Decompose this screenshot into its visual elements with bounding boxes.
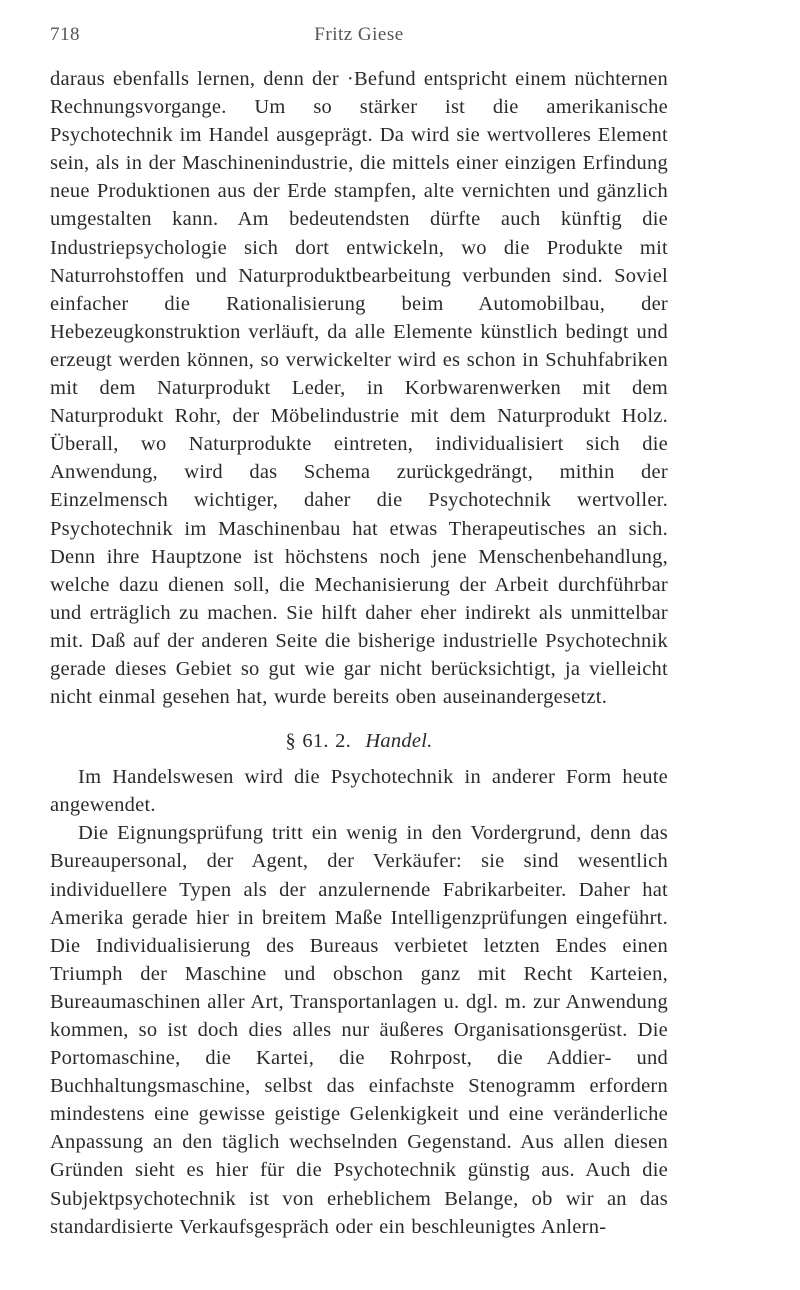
body-text <box>50 65 668 1241</box>
paragraph-continued: daraus ebenfalls lernen, denn der ·Befund entspricht einem nüchternen Rechnungsvorgange. Um so stärker ist die amerikanische Psychotechnik im Handel ausgeprägt. Da wird sie wertvolleres Element sein, als in der Maschinenindustrie, die mittels einer einzigen Erfindung neue Produktionen aus der Erde stampfen, alte vernichten und gänzlich umgestalten kann. Am bedeutendsten dürfte auch künftig die Industriepsychologie sich dort entwickeln, wo die Produkte mit Naturrohstoffen und Naturproduktbearbeitung verbunden sind. Soviel einfacher die Rationalisierung beim Automobilbau, der Hebezeugkonstruktion verläuft, da alle Elemente künstlich bedingt und erzeugt werden können, so verwickelter wird es schon in Schuhfabriken mit dem Naturprodukt Leder, in Korbwarenwerken mit dem Naturprodukt Rohr, der Möbelindustrie mit dem Naturprodukt Holz. Überall, wo Naturprodukte eintreten, individualisiert sich die Anwendung, wird das Schema zurückgedrängt, mithin der Einzelmensch wichtiger, daher die Psychotechnik wertvoller. Psychotechnik im Maschinenbau hat etwas Therapeutisches an sich. Denn ihre Hauptzone ist höchstens noch jene Menschenbehandlung, welche dazu dienen soll, die Mechanisierung der Arbeit durchführbar und erträglich zu machen. Sie hilft daher eher indirekt als unmittelbar mit. Daß auf der anderen Seite die bisherige industrielle Psychotechnik gerade dieses Gebiet so gut wie gar nicht berücksichtigt, ja vielleicht nicht einmal gesehen hat, wurde bereits oben auseinandergesetzt. <box>50 68 668 709</box>
page-number: 718 <box>50 24 80 45</box>
paragraph: Im Handelswesen wird die Psychotechnik in anderer Form heute angewendet. <box>50 766 668 817</box>
section-number: § 61. 2. <box>285 730 351 753</box>
section-title: Handel. <box>365 730 433 753</box>
running-head <box>50 24 668 48</box>
section-heading <box>50 728 668 754</box>
paragraph: Die Eignungsprüfung tritt ein wenig in den Vordergrund, denn das Bureaupersonal, der Agent, der Verkäufer: sie sind wesentlich individuellere Typen als der anzulernende Fabrikarbeiter. Daher hat Amerika gerade hier in breitem Maße Intelligenzprüfungen eingeführt. Die Individualisierung des Bureaus verbietet letzten Endes einen Triumph der Maschine und obschon ganz mit Recht Karteien, Bureaumaschinen aller Art, Transportanlagen u. dgl. m. zur Anwendung kommen, so ist doch dies alles nur äußeres Organisationsgerüst. Die Portomaschine, die Kartei, die Rohrpost, die Addier- und Buchhaltungsmaschine, selbst das einfachste Stenogramm erfordern mindestens eine gewisse geistige Gelenkigkeit und eine veränderliche Anpassung an den täglich wechselnden Gegenstand. Aus allen diesen Gründen sieht es hier für die Psychotechnik günstig aus. Auch die Subjektpsychotechnik ist von erheblichem Belange, ob wir an das standardisierte Verkaufsgespräch oder ein beschleunigtes Anlern- <box>50 822 668 1238</box>
running-head-author: Fritz Giese <box>314 24 404 45</box>
